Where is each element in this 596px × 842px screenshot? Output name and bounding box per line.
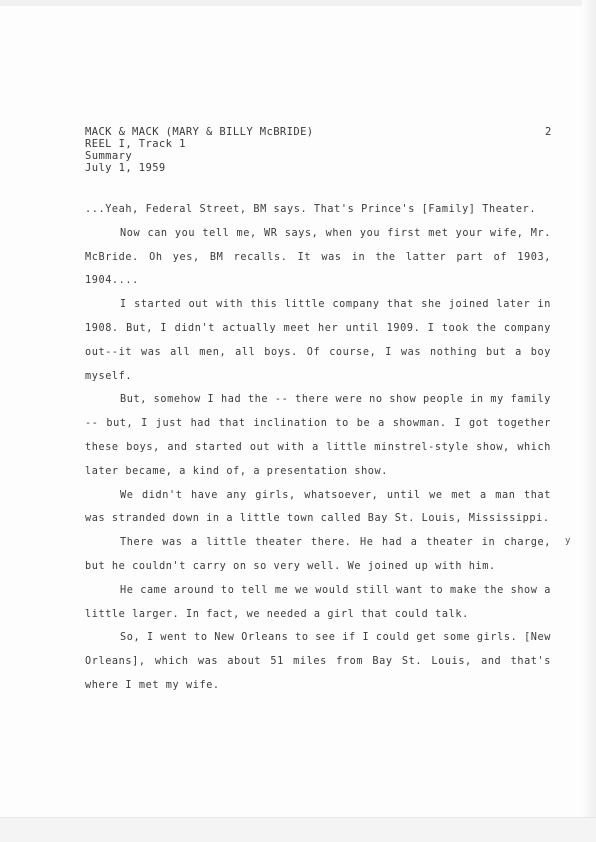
transcript-body	[85, 198, 551, 698]
page-bottom-edge	[0, 817, 596, 842]
page-right-edge	[582, 0, 596, 842]
header-reel: REEL I, Track 1	[85, 138, 186, 150]
page-top-edge	[0, 0, 596, 6]
page-number: 2	[545, 126, 552, 138]
header-summary: Summary	[85, 150, 133, 162]
header-date: July 1, 1959	[85, 162, 166, 174]
paragraph-6: There was a little theater there. He had a theater in charge, but he couldn't carry on so very well. We joined up with him.	[85, 537, 551, 572]
header-title: MACK & MACK (MARY & BILLY McBRIDE)	[85, 126, 314, 138]
paragraph-2: Now can you tell me, WR says, when you first met your wife, Mr. McBride. Oh yes, BM recalls. It was in the latter part of 1903, 1904....	[85, 227, 551, 287]
paragraph-5: We didn't have any girls, whatsoever, until we met a man that was stranded down in a little town called Bay St. Louis, Mississippi.	[85, 489, 551, 525]
paragraph-3: I started out with this little company that she joined later in 1908. But, I didn't actually meet her until 1909. I took the company out--it was all men, all boys. Of course, I was nothing but a boy myself.	[85, 299, 551, 382]
paragraph-1: ...Yeah, Federal Street, BM says. That's Prince's [Family] Theater.	[85, 204, 537, 215]
margin-mark: y	[565, 536, 571, 546]
paragraph-8: So, I went to New Orleans to see if I could get some girls. [New Orleans], which was about 51 miles from Bay St. Louis, and that's where I met my wife.	[85, 632, 551, 691]
document-header	[85, 126, 555, 174]
paragraph-7: He came around to tell me we would still want to make the show a little larger. In fact, we needed a girl that could talk.	[85, 584, 551, 620]
paragraph-4: But, somehow I had the -- there were no show people in my family -- but, I just had that inclination to be a showman. I got together these boys, and started out with a little minstrel-style show, which later became, a kind of, a presentation show.	[85, 394, 551, 477]
